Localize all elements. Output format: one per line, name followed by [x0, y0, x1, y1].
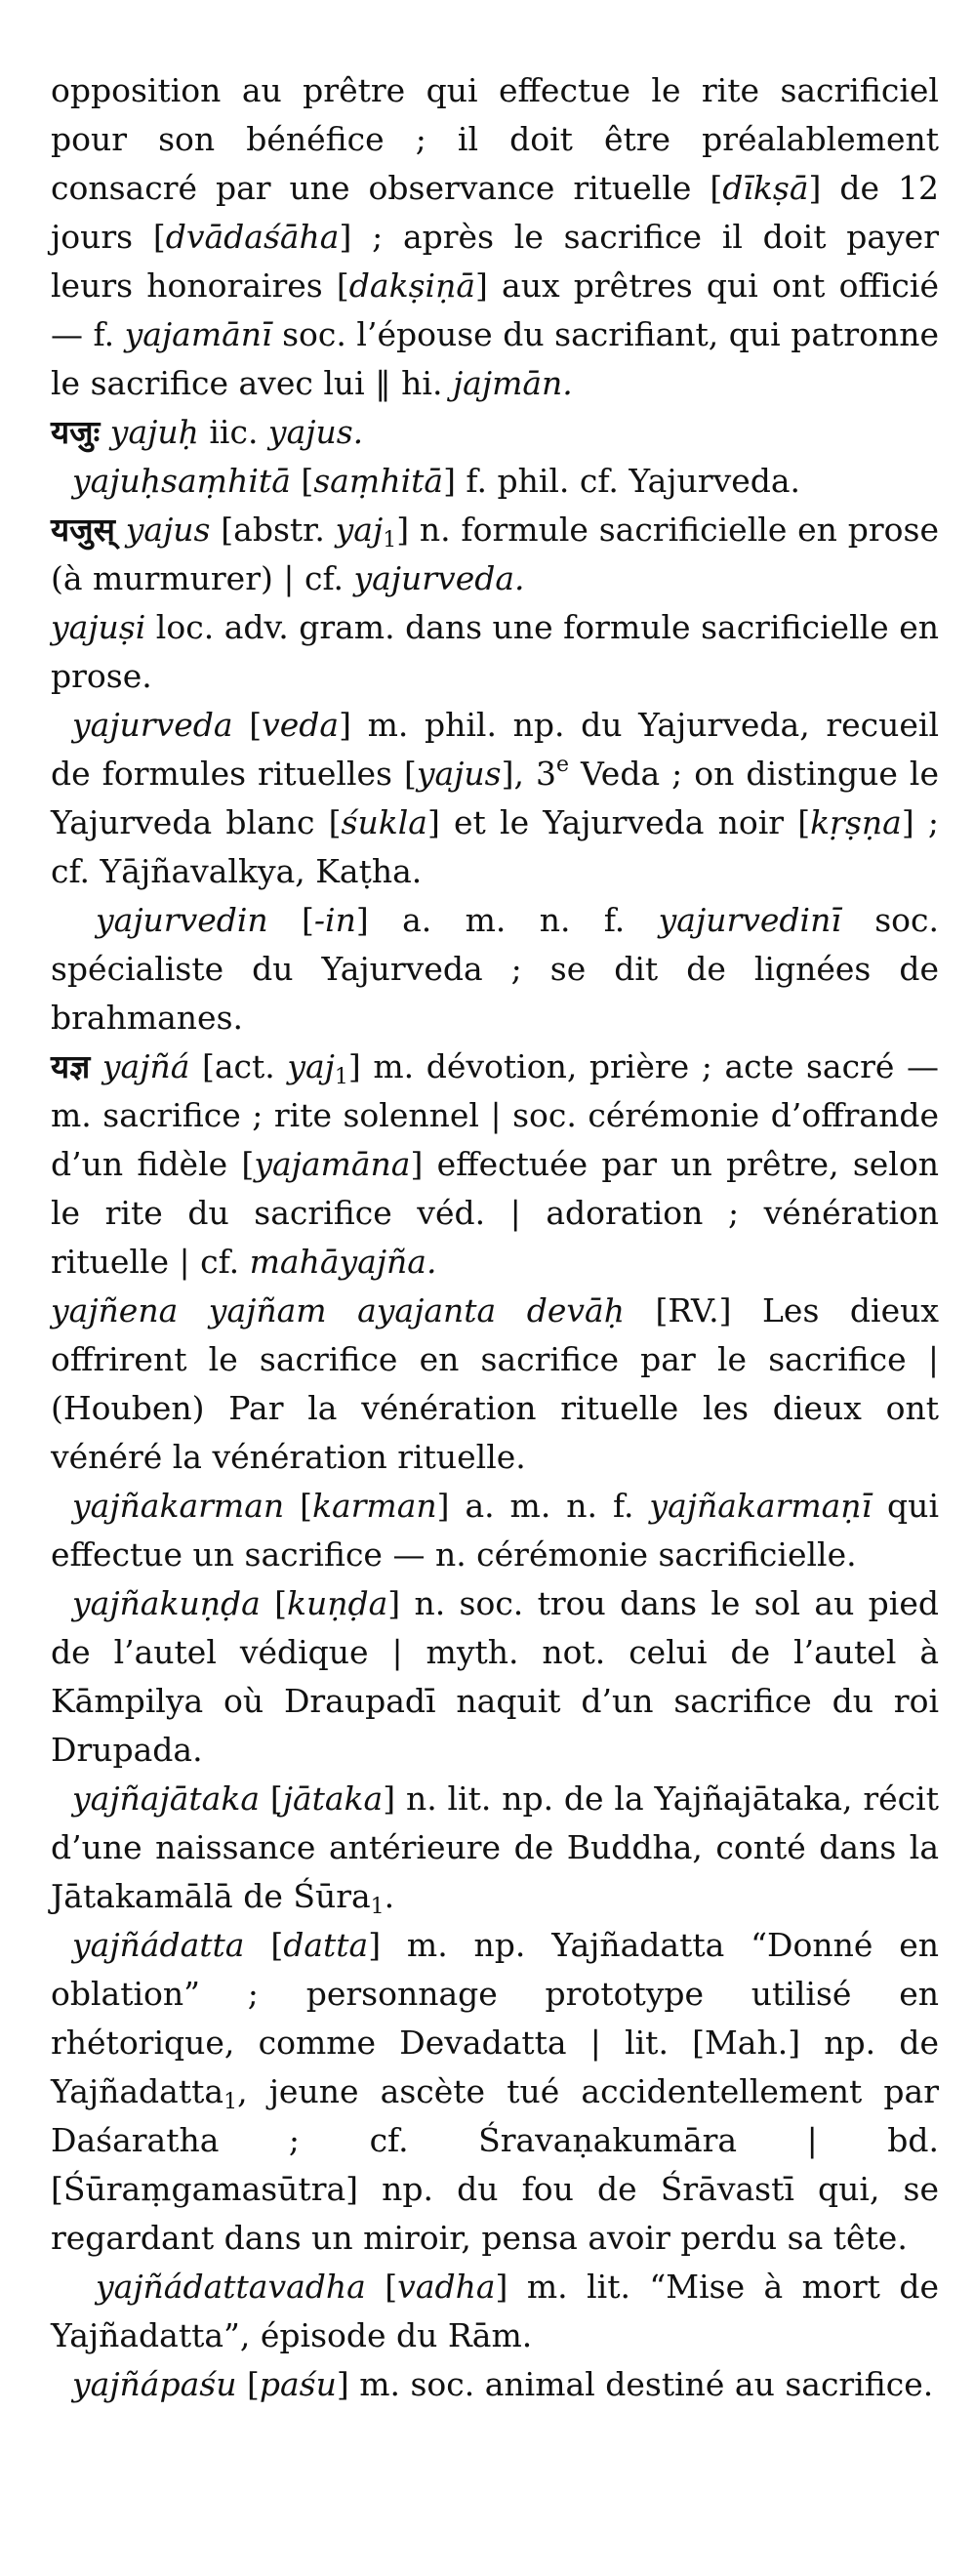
italic-term: yajurveda.	[353, 559, 525, 597]
entry-text	[115, 511, 126, 549]
entry-text: ], 3	[501, 755, 556, 793]
entry-text: [	[260, 1584, 287, 1622]
entry-text: [	[244, 1926, 284, 1964]
entry-text: ] m. np. Yajñadatta “Donné en oblation” ; personnage prototype utilisé en rhétorique, comme Devadatta | lit. [Mah.] np. de Yajñadatta	[51, 1926, 939, 2110]
entry-text: Veda ; on distingue le Yajurveda blanc [	[51, 755, 939, 841]
entry-text: ] n. lit. np. de la Yajñajātaka, récit d’une naissance antérieure de Buddha, conté dans la Jātakamālā de Śūra	[51, 1779, 939, 1915]
dictionary-entry-yajus	[51, 506, 939, 603]
entry-text: [	[365, 2268, 398, 2306]
entry-text: , jeune ascète tué accidentellement par Daśaratha ; cf. Śravaṇakumāra | bd. [Śūraṃgamasūtra] np. du fou de Śrāvastī qui, se regardant dans un miroir, pensa avoir perdu sa tête.	[51, 2072, 939, 2257]
italic-term: yajurvedinī	[658, 901, 841, 939]
italic-term: dakṣiṇā	[348, 266, 475, 305]
italic-term: dīkṣā	[722, 169, 809, 207]
subscript-index: 1	[370, 1895, 385, 1919]
entry-text: soc. l’épouse du sacrifiant, qui patronne le sacrifice avec lui ‖ hi.	[51, 315, 939, 402]
italic-term: yaj	[287, 1047, 335, 1085]
italic-term: yajamāna	[254, 1145, 411, 1183]
devanagari-headword: यजुस्	[51, 511, 115, 549]
italic-term: yajñádatta	[72, 1926, 245, 1964]
entry-text: [abstr.	[210, 511, 336, 549]
dictionary-entry-yajnakarman	[51, 1482, 939, 1579]
devanagari-headword: यजुः	[51, 413, 101, 451]
entry-text: ] aux prêtres qui ont officié — f.	[51, 266, 939, 353]
entry-text	[100, 413, 110, 451]
entry-text: [	[260, 1779, 283, 1818]
dictionary-entry-yajuh	[51, 408, 939, 457]
subscript-index: 1	[334, 1065, 348, 1089]
italic-term: yaj	[335, 511, 384, 549]
dictionary-entry-yajurveda	[51, 701, 939, 896]
italic-term: yajus	[416, 755, 502, 793]
entry-text: [	[284, 1487, 312, 1525]
italic-term: yajuṣi	[51, 608, 146, 646]
dictionary-entry-yajnadatta	[51, 1921, 939, 2263]
entry-text: ] f. phil. cf. Yajurveda.	[443, 462, 801, 500]
italic-term: jātaka	[282, 1779, 384, 1818]
italic-term: yajñakuṇḍa	[72, 1584, 261, 1622]
entry-text: ] et le Yajurveda noir [	[426, 803, 811, 841]
italic-term: yajñá	[101, 1047, 190, 1085]
dictionary-entry-yajnapasu	[51, 2360, 939, 2409]
italic-term: kṛṣṇa	[810, 803, 902, 841]
entry-text: .	[384, 1877, 395, 1915]
italic-term: datta	[283, 1926, 369, 1964]
entry-text: ] a. m. n. f.	[436, 1487, 650, 1525]
italic-term: yajñádattavadha	[96, 2268, 366, 2306]
entry-text: [act.	[189, 1047, 288, 1085]
italic-term: vadha	[397, 2268, 496, 2306]
entry-text: [	[267, 901, 314, 939]
italic-term: yajñakarmaṇī	[649, 1487, 873, 1525]
italic-term: yajñajātaka	[72, 1779, 260, 1818]
italic-term: karman	[311, 1487, 437, 1525]
dictionary-entry-yajusi	[51, 603, 939, 701]
italic-term: veda	[262, 706, 340, 744]
italic-term: yajus.	[267, 413, 364, 451]
entry-text: opposition au prêtre qui effectue le rite sacrificiel pour son bénéfice ; il doit être préalablement consacré par une observance rituelle [	[51, 71, 939, 207]
italic-term: saṃhitā	[313, 462, 444, 500]
italic-term: paśu	[259, 2365, 337, 2403]
entry-text: ] m. lit. “Mise à mort de Yajñadatta”, épisode du Rām.	[51, 2268, 939, 2354]
italic-term: -in	[313, 901, 356, 939]
dictionary-entry-yajurvedin	[51, 896, 939, 1043]
entry-text: ] m. dévotion, prière ; acte sacré — m. sacrifice ; rite solennel | soc. cérémonie d’offrande d’un fidèle [	[51, 1047, 939, 1183]
entry-text: [	[236, 2365, 260, 2403]
italic-term: śukla	[341, 803, 427, 841]
italic-term: yajñena yajñam ayajanta devāḥ	[51, 1291, 625, 1329]
entry-text: qui effectue un sacrifice — n. cérémonie sacrificielle.	[51, 1487, 939, 1574]
dictionary-entry-yajnakunda	[51, 1579, 939, 1775]
entry-list	[51, 66, 939, 2409]
entry-text: [	[232, 706, 263, 744]
dictionary-entry-yajuhsamhita	[51, 457, 939, 506]
italic-term: jajmān.	[452, 364, 573, 402]
italic-term: yajurvedin	[96, 901, 268, 939]
italic-term: yajurveda	[72, 706, 233, 744]
entry-text: iic.	[198, 413, 268, 451]
entry-text: [	[290, 462, 314, 500]
entry-text: ] a. m. n. f.	[355, 901, 659, 939]
italic-term: yajñápaśu	[72, 2365, 237, 2403]
entry-text: soc. spécialiste du Yajurveda ; se dit de lignées de brahmanes.	[51, 901, 939, 1037]
dictionary-entry-yajnadattavadha	[51, 2263, 939, 2360]
entry-text: ] n. soc. trou dans le sol au pied de l’autel védique | myth. not. celui de l’autel à Kāmpilya où Draupadī naquit d’un sacrifice du roi Drupada.	[51, 1584, 939, 1769]
subscript-index: 1	[223, 2090, 238, 2114]
italic-term: mahāyajña.	[249, 1243, 437, 1281]
entry-text: ] m. soc. animal destiné au sacrifice.	[336, 2365, 934, 2403]
dictionary-entry-yajna	[51, 1043, 939, 1287]
italic-term: yajuḥsaṃhitā	[72, 462, 291, 500]
dictionary-entry-yajnena	[51, 1287, 939, 1482]
superscript: e	[555, 753, 569, 777]
dictionary-entry-yajnajataka	[51, 1775, 939, 1921]
entry-text: [RV.] Les dieux offrirent le sacrifice en sacrifice par le sacrifice | (Houben) Par la vénération rituelle les dieux ont vénéré la vénération rituelle.	[51, 1291, 939, 1476]
italic-term: yajñakarman	[72, 1487, 285, 1525]
italic-term: yajamānī	[124, 315, 272, 353]
entry-text: ] effectuée par un prêtre, selon le rite du sacrifice véd. | adoration ; vénération rituelle | cf.	[51, 1145, 939, 1281]
italic-term: yajus	[125, 511, 211, 549]
italic-term: kuṇḍa	[286, 1584, 388, 1622]
entry-text: ] ; après le sacrifice il doit payer leurs honoraires [	[51, 218, 939, 305]
dictionary-entry-yajamana-cont	[51, 66, 939, 408]
entry-text: ] m. phil. np. du Yajurveda, recueil de formules rituelles [	[51, 706, 939, 793]
devanagari-headword: यज्ञ	[51, 1047, 91, 1085]
italic-term: yajuḥ	[109, 413, 199, 451]
entry-text	[90, 1047, 102, 1085]
italic-term: dvādaśāha	[165, 218, 340, 256]
entry-text: ] ; cf. Yājñavalkya, Kaṭha.	[51, 803, 940, 890]
subscript-index: 1	[383, 528, 397, 552]
entry-text: ] de 12 jours [	[51, 169, 939, 256]
entry-text: ] n. formule sacrificielle en prose (à murmurer) | cf.	[51, 511, 939, 597]
entry-text: loc. adv. gram. dans une formule sacrificielle en prose.	[51, 608, 939, 695]
